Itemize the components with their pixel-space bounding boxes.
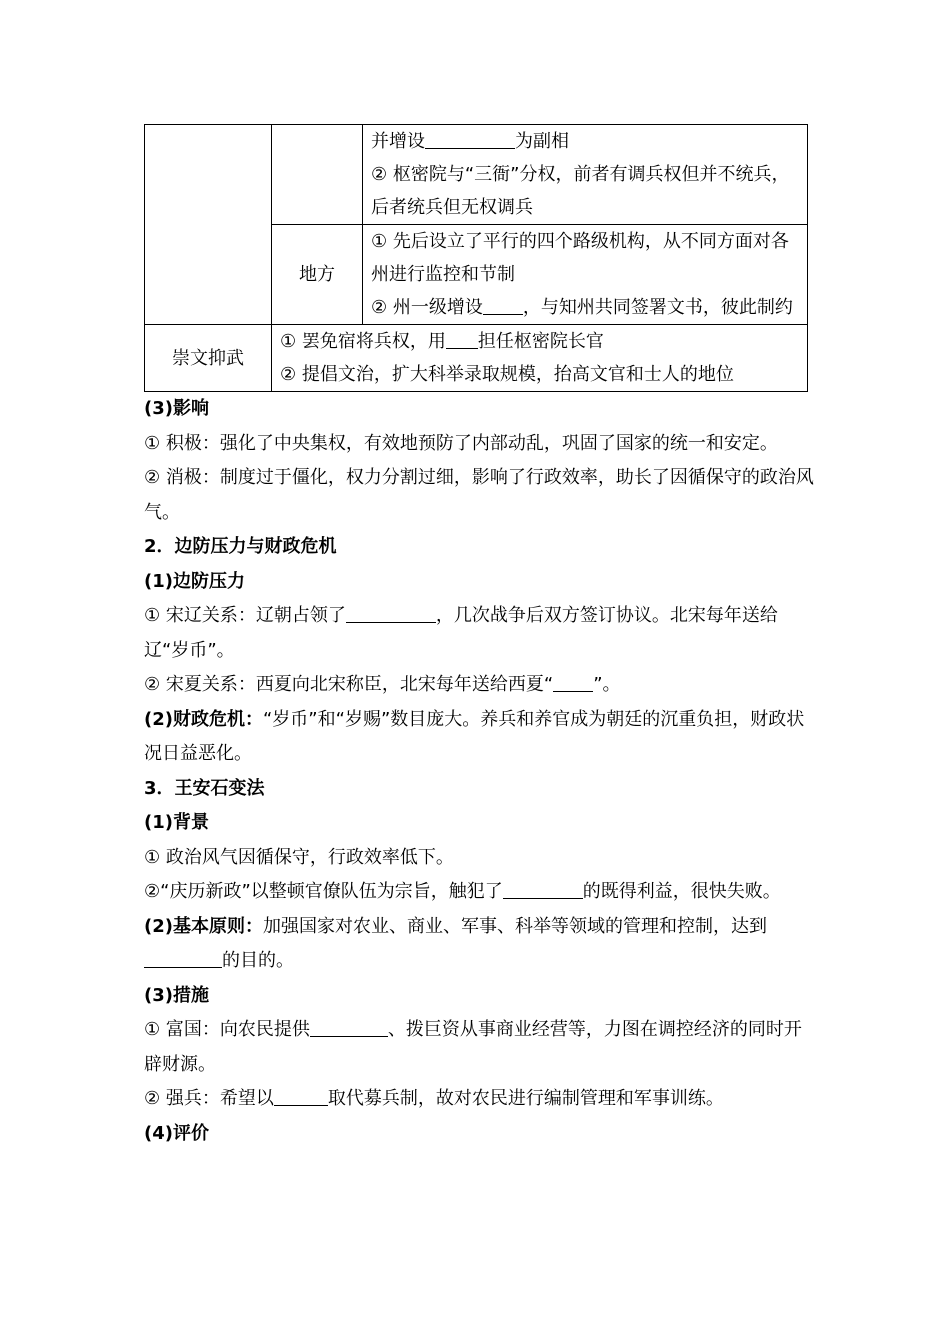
cell-text: ② 提倡文治，扩大科举录取规模，抬高文官和士人的地位 xyxy=(280,364,734,385)
table-cell xyxy=(363,125,808,225)
fill-blank xyxy=(310,1018,388,1037)
paragraph xyxy=(144,1013,814,1082)
text-span: ，几次战争后双方签订协议。北宋每年送给辽“岁币”。 xyxy=(144,605,778,661)
table-cell xyxy=(272,325,808,392)
subsection-heading: (1)边防压力 xyxy=(144,570,245,592)
policy-table xyxy=(144,124,808,392)
text-span: ② 宋夏关系：西夏向北宋称臣，北宋每年送给西夏“ xyxy=(144,674,554,695)
table-row xyxy=(145,325,808,392)
text-span: “岁币”和“岁赐”数目庞大。养兵和养官成为朝廷的沉重负担，财政状况日益恶化。 xyxy=(144,708,805,764)
paragraph: ① 积极：强化了中央集权，有效地预防了内部动乱，巩固了国家的统一和安定。 xyxy=(144,432,778,454)
subsection-heading: (1)背景 xyxy=(144,812,209,833)
cell-text: ② 州一级增设 xyxy=(371,297,483,318)
table-cell-empty xyxy=(272,125,363,225)
text-span: ① 富国：向农民提供 xyxy=(144,1019,310,1040)
text-span: 的既得利益，很快失败。 xyxy=(582,881,781,902)
text-span: 加强国家对农业、商业、军事、科举等领域的管理和控制，达到 xyxy=(262,915,767,937)
paragraph xyxy=(144,910,814,979)
fill-blank xyxy=(483,296,523,315)
subsection-heading: (4)评价 xyxy=(144,1122,209,1144)
fill-blank xyxy=(274,1087,328,1106)
paragraph xyxy=(144,668,814,703)
fill-blank xyxy=(425,130,515,149)
document-page xyxy=(144,124,814,1151)
text-span: 的目的。 xyxy=(222,950,294,971)
table-cell xyxy=(363,225,808,325)
paragraph: ① 政治风气因循保守，行政效率低下。 xyxy=(144,846,454,868)
fill-blank xyxy=(144,949,222,968)
paragraph xyxy=(144,875,814,910)
section-heading: 3．王安石变法 xyxy=(144,777,265,799)
fill-blank xyxy=(446,330,478,349)
paragraph xyxy=(144,703,814,772)
table-cell-label: 地方 xyxy=(272,225,363,325)
text-span: ② 强兵：希望以 xyxy=(144,1088,274,1109)
text-span: ”。 xyxy=(593,674,621,695)
cell-text: 为副相 xyxy=(515,131,569,152)
table-cell-label: 崇文抑武 xyxy=(145,325,272,392)
section-heading: (3)影响 xyxy=(144,398,209,419)
table-cell-empty xyxy=(145,125,272,325)
paragraph xyxy=(144,599,814,668)
text-span: 取代募兵制，故对农民进行编制管理和军事训练。 xyxy=(327,1088,724,1109)
section-heading: 2．边防压力与财政危机 xyxy=(144,536,337,557)
cell-text: 并增设 xyxy=(371,131,425,152)
text-span: ① 宋辽关系：辽朝占领了 xyxy=(144,605,346,626)
subsection-heading: (3)措施 xyxy=(144,984,209,1006)
table-row xyxy=(145,125,808,225)
cell-text: ① 先后设立了平行的四个路级机构，从不同方面对各州进行监控和节制 xyxy=(371,231,789,285)
text-span: 、拨巨资从事商业经营等，力图在调控经济的同时开辟财源。 xyxy=(144,1019,802,1075)
paragraph: ② 消极：制度过于僵化，权力分割过细，影响了行政效率，助长了因循保守的政治风气。 xyxy=(144,467,814,523)
cell-text: 担任枢密院长官 xyxy=(477,331,604,352)
fill-blank xyxy=(553,673,593,692)
fill-blank xyxy=(503,880,583,899)
cell-text: ① 罢免宿将兵权，用 xyxy=(280,331,446,352)
inline-heading: (2)财政危机： xyxy=(144,708,263,730)
text-span: ②“庆历新政”以整顿官僚队伍为宗旨，触犯了 xyxy=(144,881,503,902)
paragraph xyxy=(144,1082,814,1117)
cell-text: ，与知州共同签署文书，彼此制约 xyxy=(522,297,793,318)
fill-blank xyxy=(346,604,436,623)
cell-text: ② 枢密院与“三衙”分权，前者有调兵权但并不统兵，后者统兵但无权调兵 xyxy=(371,164,790,218)
inline-heading: (2)基本原则： xyxy=(144,915,263,937)
